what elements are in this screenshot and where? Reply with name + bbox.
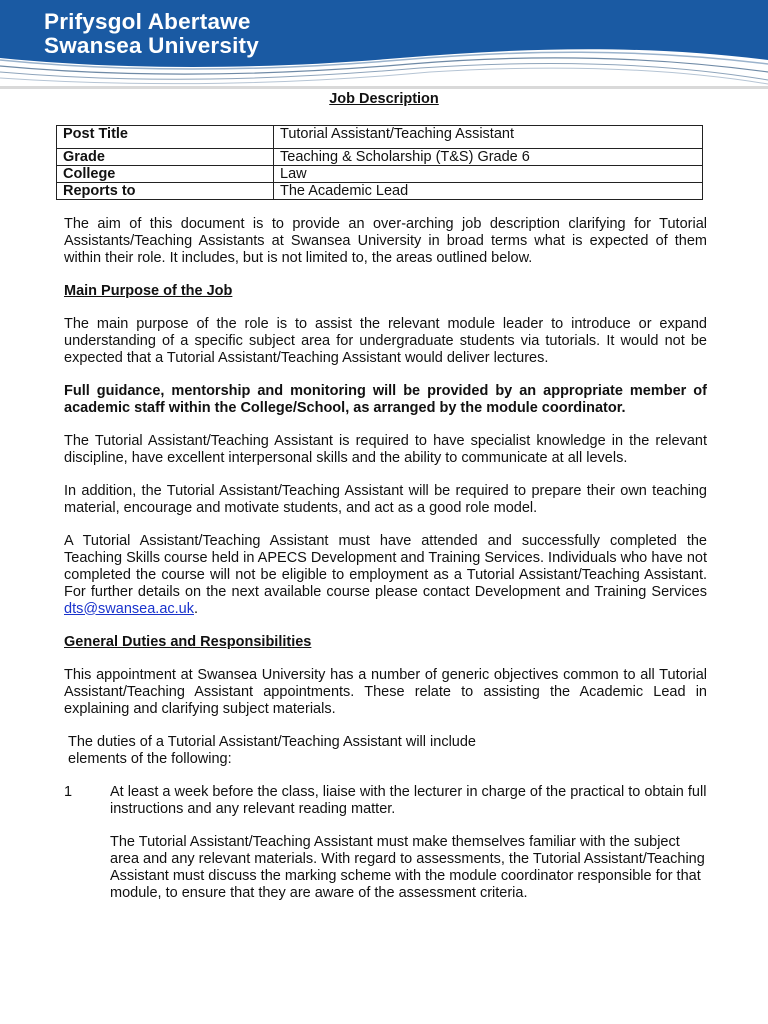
college-label: College [57,166,274,183]
university-logo [44,10,259,58]
main-purpose-heading: Main Purpose of the Job [64,282,233,299]
logo-english-name: Swansea University [44,33,259,58]
document-body [64,216,707,901]
table-row [57,126,703,149]
header-divider [0,86,768,89]
duty-followup: The Tutorial Assistant/Teaching Assistant must make themselves familiar with the subject area and any relevant materials. With regard to assessments, the Tutorial Assistant/Teaching Assistant must discuss the marking scheme with the module coordinator responsible for that module, to ensure that they are aware of the assessment criteria. [110,834,705,901]
general-duties-paragraph: This appointment at Swansea University has a number of generic objectives common to all Tutorial Assistant/Teaching Assistant appointments. These relate to assisting the Academic Lead in explaining and clarifying subject materials. [64,667,707,717]
table-row [57,166,703,183]
main-purpose-paragraph: The main purpose of the role is to assist the relevant module leader to introduce or expand understanding of a specific subject area for undergraduate students via tutorials. It would not be expected that a Tutorial Assistant/Teaching Assistant would deliver lectures. [64,316,707,366]
duty-item [64,784,707,901]
teaching-material-paragraph: In addition, the Tutorial Assistant/Teaching Assistant will be required to prepare their own teaching material, encourage and motivate students, and act as a good role model. [64,483,707,517]
duty-number: 1 [64,784,73,801]
university-banner [0,0,768,88]
training-paragraph [64,533,707,617]
guidance-paragraph: Full guidance, mentorship and monitoring will be provided by an appropriate member of academic staff within the College/School, as arranged by the module coordinator. [64,383,707,416]
dts-email-link[interactable]: dts@swansea.ac.uk [64,600,194,617]
duty-text: At least a week before the class, liaise with the lecturer in charge of the practical to obtain full instructions and any relevant reading matter. [110,784,707,817]
grade-label: Grade [57,149,274,166]
general-duties-heading: General Duties and Responsibilities [64,633,312,650]
college-value: Law [274,166,703,183]
post-title-label: Post Title [57,126,274,149]
table-row [57,149,703,166]
duties-intro-paragraph: The duties of a Tutorial Assistant/Teaching Assistant will include elements of the following: [68,734,476,767]
grade-value: Teaching & Scholarship (T&S) Grade 6 [274,149,703,166]
job-info-table [56,125,703,200]
reports-to-label: Reports to [57,183,274,200]
reports-to-value: The Academic Lead [274,183,703,200]
training-end: . [193,600,199,617]
table-row [57,183,703,200]
knowledge-paragraph: The Tutorial Assistant/Teaching Assistant is required to have specialist knowledge in the relevant discipline, have excellent interpersonal skills and the ability to communicate at all levels. [64,433,707,466]
post-title-value: Tutorial Assistant/Teaching Assistant [274,126,703,149]
intro-paragraph: The aim of this document is to provide an over-arching job description clarifying for Tutorial Assistants/Teaching Assistants at Swansea University in broad terms what is expected of them within their role. It includes, but is not limited to, the areas outlined below. [64,216,707,266]
page-title: Job Description [329,91,439,107]
logo-welsh-name: Prifysgol Abertawe [44,9,251,34]
training-text: A Tutorial Assistant/Teaching Assistant must have attended and successfully completed the Teaching Skills course held in APECS Development and Training Services. Individuals who have not completed the course will not be eligible to employment as a Tutorial Assistant/Teaching Assistant. For further details on the next available course please contact Development and Training Services [64,533,707,600]
